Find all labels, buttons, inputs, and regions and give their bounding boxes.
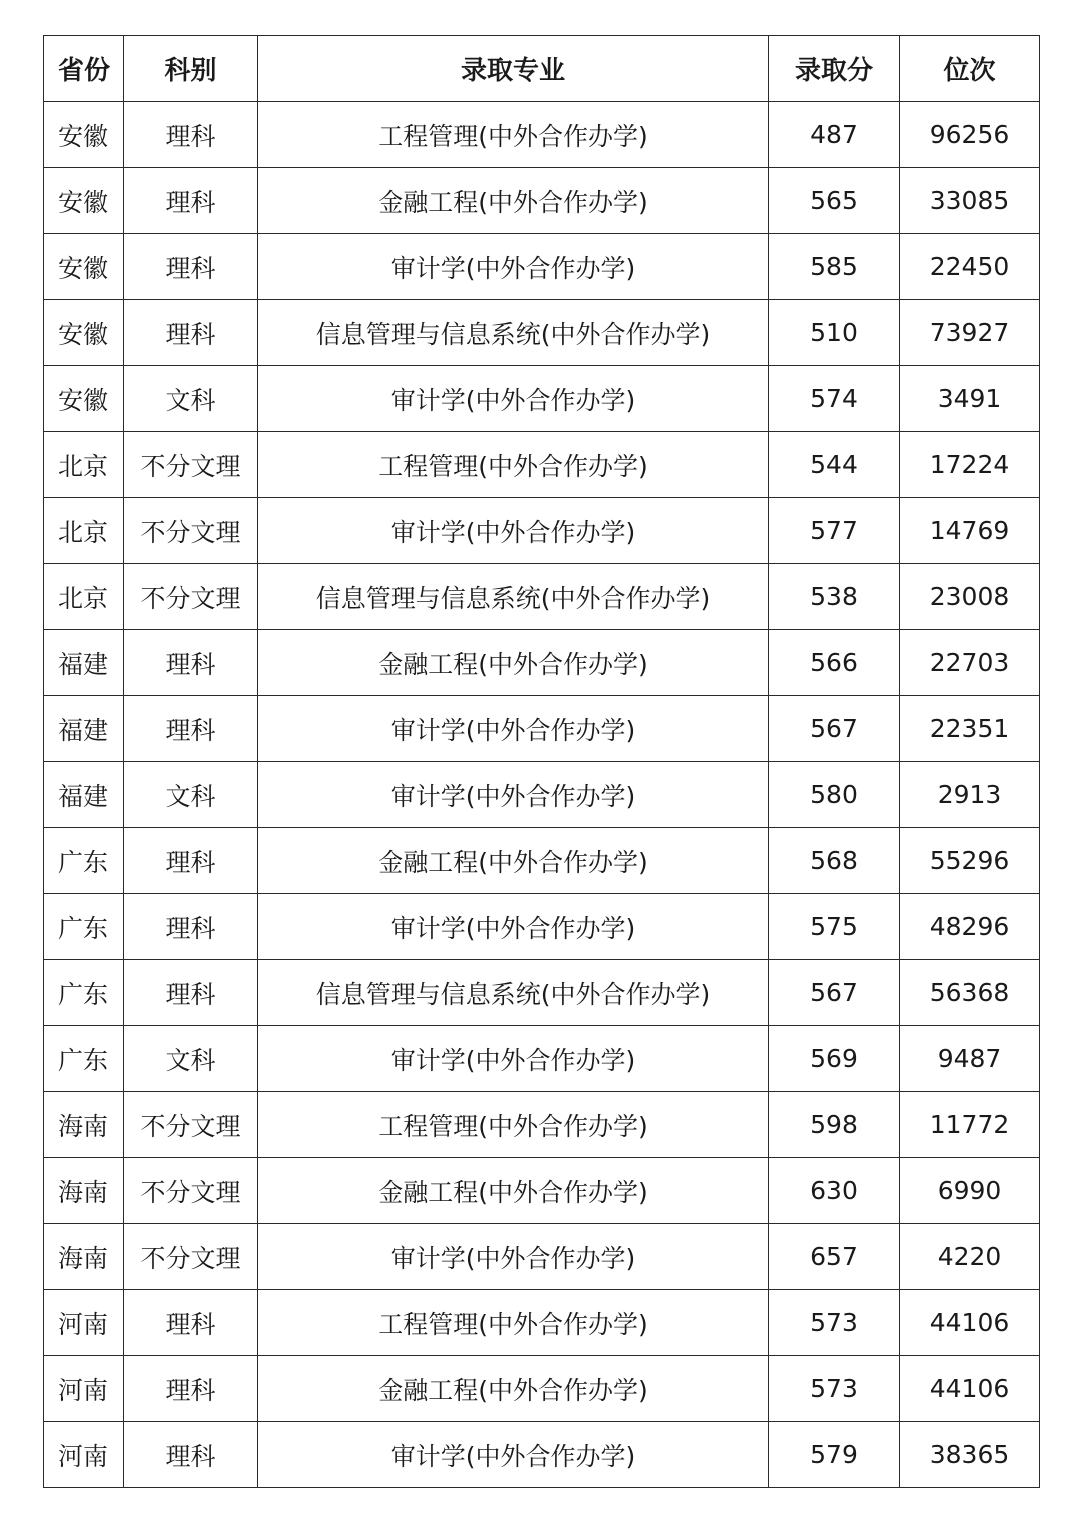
score-cell: 510 xyxy=(769,300,900,366)
major-cell: 审计学(中外合作办学) xyxy=(258,1224,769,1290)
header-score: 录取分 xyxy=(769,36,900,102)
score-cell: 574 xyxy=(769,366,900,432)
score-cell: 538 xyxy=(769,564,900,630)
category-cell: 理科 xyxy=(124,828,258,894)
province-cell: 广东 xyxy=(44,960,124,1026)
province-cell: 安徽 xyxy=(44,168,124,234)
province-cell: 安徽 xyxy=(44,234,124,300)
rank-cell: 22351 xyxy=(900,696,1040,762)
rank-cell: 17224 xyxy=(900,432,1040,498)
rank-cell: 11772 xyxy=(900,1092,1040,1158)
province-cell: 安徽 xyxy=(44,366,124,432)
province-cell: 广东 xyxy=(44,894,124,960)
rank-cell: 96256 xyxy=(900,102,1040,168)
category-cell: 理科 xyxy=(124,960,258,1026)
category-cell: 理科 xyxy=(124,630,258,696)
major-cell: 工程管理(中外合作办学) xyxy=(258,1290,769,1356)
score-cell: 630 xyxy=(769,1158,900,1224)
province-cell: 北京 xyxy=(44,564,124,630)
category-cell: 理科 xyxy=(124,696,258,762)
major-cell: 审计学(中外合作办学) xyxy=(258,696,769,762)
province-cell: 海南 xyxy=(44,1224,124,1290)
table-row xyxy=(44,168,1040,234)
category-cell: 文科 xyxy=(124,762,258,828)
major-cell: 金融工程(中外合作办学) xyxy=(258,168,769,234)
table-row xyxy=(44,630,1040,696)
table-row xyxy=(44,498,1040,564)
category-cell: 理科 xyxy=(124,102,258,168)
province-cell: 海南 xyxy=(44,1092,124,1158)
rank-cell: 3491 xyxy=(900,366,1040,432)
rank-cell: 38365 xyxy=(900,1422,1040,1488)
rank-cell: 22450 xyxy=(900,234,1040,300)
province-cell: 广东 xyxy=(44,828,124,894)
table-row xyxy=(44,1356,1040,1422)
rank-cell: 9487 xyxy=(900,1026,1040,1092)
rank-cell: 48296 xyxy=(900,894,1040,960)
header-major: 录取专业 xyxy=(258,36,769,102)
table-row xyxy=(44,894,1040,960)
rank-cell: 55296 xyxy=(900,828,1040,894)
rank-cell: 22703 xyxy=(900,630,1040,696)
table-row xyxy=(44,102,1040,168)
rank-cell: 56368 xyxy=(900,960,1040,1026)
province-cell: 海南 xyxy=(44,1158,124,1224)
table-header-row xyxy=(44,36,1040,102)
rank-cell: 6990 xyxy=(900,1158,1040,1224)
table-row xyxy=(44,366,1040,432)
table-row xyxy=(44,960,1040,1026)
category-cell: 文科 xyxy=(124,366,258,432)
major-cell: 信息管理与信息系统(中外合作办学) xyxy=(258,300,769,366)
admission-table xyxy=(43,35,1040,1488)
category-cell: 理科 xyxy=(124,894,258,960)
rank-cell: 44106 xyxy=(900,1356,1040,1422)
province-cell: 广东 xyxy=(44,1026,124,1092)
score-cell: 566 xyxy=(769,630,900,696)
major-cell: 审计学(中外合作办学) xyxy=(258,366,769,432)
major-cell: 金融工程(中外合作办学) xyxy=(258,1356,769,1422)
category-cell: 理科 xyxy=(124,1290,258,1356)
major-cell: 工程管理(中外合作办学) xyxy=(258,1092,769,1158)
table-row xyxy=(44,564,1040,630)
category-cell: 不分文理 xyxy=(124,498,258,564)
table-row xyxy=(44,1422,1040,1488)
category-cell: 不分文理 xyxy=(124,1158,258,1224)
table-row xyxy=(44,300,1040,366)
category-cell: 不分文理 xyxy=(124,1224,258,1290)
score-cell: 657 xyxy=(769,1224,900,1290)
major-cell: 审计学(中外合作办学) xyxy=(258,234,769,300)
table-body xyxy=(44,102,1040,1488)
score-cell: 544 xyxy=(769,432,900,498)
major-cell: 金融工程(中外合作办学) xyxy=(258,1158,769,1224)
table-row xyxy=(44,696,1040,762)
province-cell: 安徽 xyxy=(44,300,124,366)
table-row xyxy=(44,1092,1040,1158)
score-cell: 580 xyxy=(769,762,900,828)
table-row xyxy=(44,234,1040,300)
major-cell: 金融工程(中外合作办学) xyxy=(258,828,769,894)
province-cell: 河南 xyxy=(44,1356,124,1422)
category-cell: 理科 xyxy=(124,168,258,234)
score-cell: 573 xyxy=(769,1290,900,1356)
province-cell: 福建 xyxy=(44,762,124,828)
major-cell: 工程管理(中外合作办学) xyxy=(258,102,769,168)
major-cell: 工程管理(中外合作办学) xyxy=(258,432,769,498)
score-cell: 567 xyxy=(769,696,900,762)
category-cell: 不分文理 xyxy=(124,1092,258,1158)
province-cell: 福建 xyxy=(44,696,124,762)
major-cell: 审计学(中外合作办学) xyxy=(258,1026,769,1092)
major-cell: 信息管理与信息系统(中外合作办学) xyxy=(258,960,769,1026)
province-cell: 福建 xyxy=(44,630,124,696)
category-cell: 理科 xyxy=(124,234,258,300)
score-cell: 575 xyxy=(769,894,900,960)
header-rank: 位次 xyxy=(900,36,1040,102)
score-cell: 579 xyxy=(769,1422,900,1488)
major-cell: 审计学(中外合作办学) xyxy=(258,1422,769,1488)
table-row xyxy=(44,1026,1040,1092)
score-cell: 568 xyxy=(769,828,900,894)
rank-cell: 44106 xyxy=(900,1290,1040,1356)
score-cell: 569 xyxy=(769,1026,900,1092)
header-province: 省份 xyxy=(44,36,124,102)
major-cell: 审计学(中外合作办学) xyxy=(258,894,769,960)
category-cell: 理科 xyxy=(124,1422,258,1488)
category-cell: 不分文理 xyxy=(124,564,258,630)
rank-cell: 23008 xyxy=(900,564,1040,630)
province-cell: 河南 xyxy=(44,1290,124,1356)
category-cell: 文科 xyxy=(124,1026,258,1092)
score-cell: 487 xyxy=(769,102,900,168)
table-row xyxy=(44,1158,1040,1224)
category-cell: 理科 xyxy=(124,300,258,366)
rank-cell: 4220 xyxy=(900,1224,1040,1290)
province-cell: 安徽 xyxy=(44,102,124,168)
score-cell: 577 xyxy=(769,498,900,564)
table-row xyxy=(44,1224,1040,1290)
province-cell: 河南 xyxy=(44,1422,124,1488)
score-cell: 567 xyxy=(769,960,900,1026)
category-cell: 理科 xyxy=(124,1356,258,1422)
major-cell: 审计学(中外合作办学) xyxy=(258,498,769,564)
category-cell: 不分文理 xyxy=(124,432,258,498)
province-cell: 北京 xyxy=(44,432,124,498)
header-category: 科别 xyxy=(124,36,258,102)
rank-cell: 33085 xyxy=(900,168,1040,234)
rank-cell: 2913 xyxy=(900,762,1040,828)
major-cell: 审计学(中外合作办学) xyxy=(258,762,769,828)
table-row xyxy=(44,762,1040,828)
table-row xyxy=(44,828,1040,894)
rank-cell: 14769 xyxy=(900,498,1040,564)
table-row xyxy=(44,432,1040,498)
major-cell: 信息管理与信息系统(中外合作办学) xyxy=(258,564,769,630)
score-cell: 573 xyxy=(769,1356,900,1422)
score-cell: 598 xyxy=(769,1092,900,1158)
rank-cell: 73927 xyxy=(900,300,1040,366)
major-cell: 金融工程(中外合作办学) xyxy=(258,630,769,696)
table-row xyxy=(44,1290,1040,1356)
score-cell: 585 xyxy=(769,234,900,300)
province-cell: 北京 xyxy=(44,498,124,564)
score-cell: 565 xyxy=(769,168,900,234)
